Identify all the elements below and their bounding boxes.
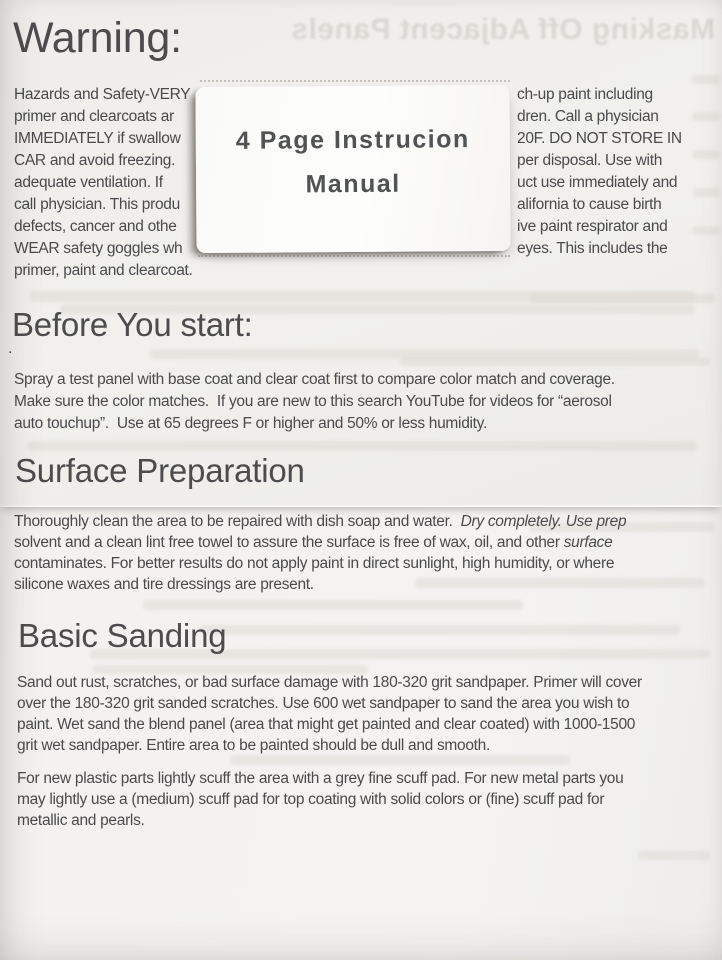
text-segment: Dry completely. Use prep — [460, 513, 627, 530]
text-segment: paint. Wet sand the blend panel (area that might get painted and clear coated) with 1000-1500 — [17, 716, 636, 733]
text-segment: Sand out rust, scratches, or bad surface damage with 180-320 grit sandpaper. Primer will cover — [17, 674, 642, 691]
text-line — [17, 693, 642, 714]
warning-line-right-fragment: dren. Call a physician — [517, 108, 659, 125]
ghost-stripe — [638, 851, 710, 860]
warning-line-left-fragment: adequate ventilation. If — [14, 174, 163, 191]
ghost-stripe — [27, 441, 697, 451]
text-line — [14, 553, 626, 574]
warning-line-left-fragment: primer, paint and clearcoat. — [14, 262, 193, 279]
warning-line-right-fragment: alifornia to cause birth — [517, 196, 662, 213]
warning-line-left-fragment: IMMEDIATELY if swallow — [14, 130, 181, 147]
warning-line-left-fragment: WEAR safety goggles wh — [14, 240, 183, 257]
perforation-dots-bottom — [198, 255, 510, 257]
ghost-stripe — [400, 357, 710, 366]
text-segment: may lightly use a (medium) scuff pad for top coating with solid colors or (fine) scuff pad for — [17, 791, 605, 808]
scuff-pad-paragraph — [17, 768, 623, 831]
warning-line-right-fragment: uct use immediately and — [517, 174, 678, 191]
text-segment: Thoroughly clean the area to be repaired with dish soap and water. — [14, 513, 461, 530]
text-segment: metallic and pearls. — [17, 812, 145, 829]
text-segment: over the 180-320 grit sanded scratches. Use 600 wet sandpaper to sand the area you wish to — [17, 695, 630, 712]
warning-line-left-fragment: defects, cancer and othe — [14, 218, 177, 235]
ghost-stripe — [143, 600, 523, 610]
warning-line — [14, 260, 714, 282]
sanding-paragraph — [17, 672, 642, 756]
ghost-stripe — [200, 625, 680, 635]
surface-preparation-paragraph — [14, 511, 626, 595]
text-line — [14, 369, 615, 391]
before-you-start-heading: Before You start: — [12, 306, 253, 343]
text-segment: contaminates. For better results do not apply paint in direct sunlight, high humidity, or where — [14, 555, 615, 572]
text-line — [17, 810, 623, 831]
text-line — [17, 714, 642, 735]
text-segment: For new plastic parts lightly scuff the area with a grey fine scuff pad. For new metal parts you — [17, 770, 624, 787]
text-segment: auto touchup”. Use at 65 degrees F or higher and 50% or less humidity. — [14, 415, 487, 432]
warning-line-right-fragment: ive paint respirator and — [517, 218, 668, 235]
text-segment: Make sure the color matches. If you are new to this search YouTube for videos for “aerosol — [14, 393, 612, 410]
surface-preparation-heading: Surface Preparation — [15, 452, 305, 489]
ghost-stripe — [530, 293, 715, 303]
warning-line-left-fragment: Hazards and Safety-VERY — [14, 86, 191, 103]
text-segment: grit wet sandpaper. Entire area to be painted should be dull and smooth. — [17, 737, 491, 754]
text-line — [14, 391, 615, 413]
text-segment: Spray a test panel with base coat and clear coat first to compare color match and coverage. — [14, 371, 615, 388]
text-segment: solvent and a clean lint free towel to assure the surface is free of wax, oil, and other — [14, 534, 564, 551]
text-line — [14, 413, 615, 435]
warning-line-right-fragment: ch-up paint including — [517, 86, 653, 103]
text-segment: silicone waxes and tire dressings are present. — [14, 576, 314, 593]
text-line — [14, 511, 626, 532]
ghost-stripe — [692, 75, 720, 84]
bleed-through-heading: Masking Off Adjacent Panels — [290, 13, 715, 46]
perforation-dots-top — [200, 80, 510, 82]
warning-line-right-fragment: eyes. This includes the — [517, 240, 668, 257]
before-you-start-paragraph — [14, 369, 615, 435]
warning-heading: Warning: — [13, 14, 182, 62]
warning-line-right-fragment: 20F. DO NOT STORE IN — [517, 130, 682, 147]
warning-line-left-fragment: CAR and avoid freezing. — [14, 152, 176, 169]
text-segment: surface — [563, 534, 613, 551]
text-line — [17, 789, 623, 810]
sticker-title-line2: Manual — [305, 169, 401, 199]
text-line — [14, 532, 626, 553]
warning-line-left-fragment: primer and clearcoats ar — [14, 108, 174, 125]
sticker-title-line1: 4 Page Instrucion — [235, 125, 470, 155]
ghost-stripe — [230, 755, 570, 765]
text-line — [17, 735, 642, 756]
basic-sanding-heading: Basic Sanding — [18, 617, 227, 654]
text-line — [17, 768, 623, 789]
warning-line-left-fragment: call physician. This produ — [14, 196, 180, 213]
text-line — [17, 672, 642, 693]
sticker-label — [195, 85, 510, 253]
warning-line-right-fragment: per disposal. Use with — [517, 152, 663, 169]
stray-dot-mark: . — [8, 340, 13, 357]
text-line — [14, 574, 626, 595]
